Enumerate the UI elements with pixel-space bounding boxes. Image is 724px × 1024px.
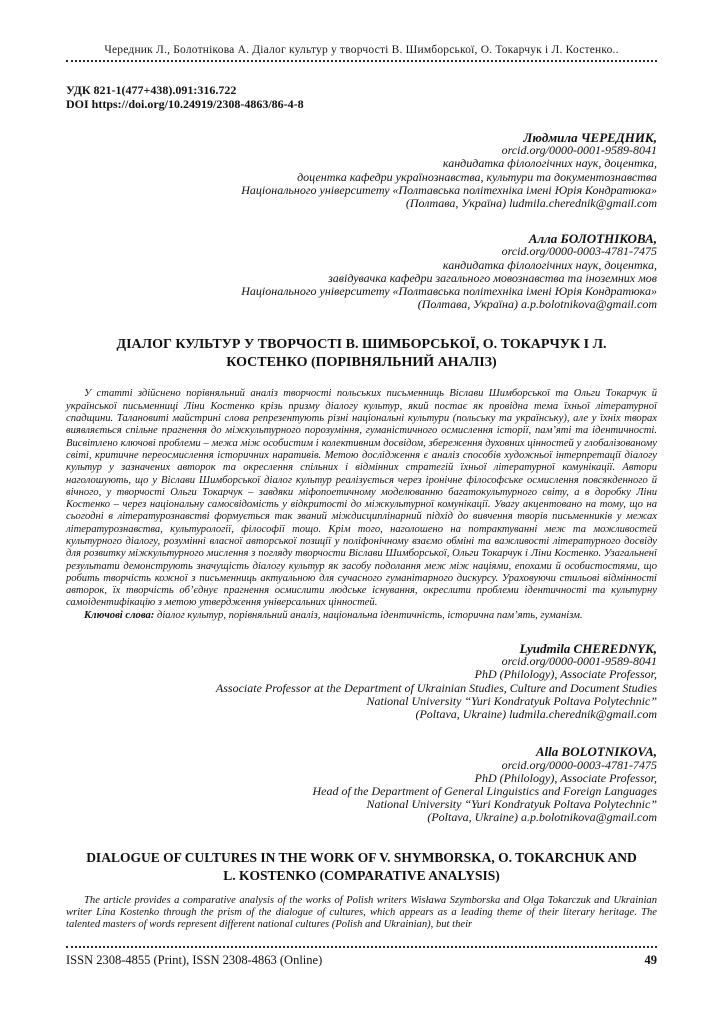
author-university: Національного університету «Полтавська політехніка імені Юрія Кондратюка» — [241, 284, 657, 299]
author-block-uk-2 — [66, 232, 657, 311]
author-block-en-2 — [66, 745, 657, 824]
author-orcid: orcid.org/0000-0001-9589-8041 — [501, 143, 657, 158]
author-location-email: (Poltava, Ukraine) a.p.bolotnikova@gmail.com — [427, 810, 657, 825]
page-number: 49 — [644, 953, 657, 967]
keywords-label: Ключові слова: — [84, 609, 155, 621]
author-degree: PhD (Philology), Associate Professor, — [474, 770, 657, 785]
author-position: завідувачка кафедри загального мовознавства та іноземних мов — [328, 270, 657, 285]
footer-divider — [66, 944, 657, 948]
author-university: National University “Yuri Kondratyuk Poltava Polytechnic” — [366, 693, 657, 708]
author-degree: PhD (Philology), Associate Professor, — [474, 667, 657, 682]
abstract-uk: У статті здійснено порівняльний аналіз творчості польських письменниць Віслави Шимборської та Ольги Токарчук й української письменниці Ліни Костенко крізь призму діалогу культур, який постає як провідна тема їхньої літературної спадщини. Талановиті майстрині слова репрезентують різні національні культури (польську та українську), але у їхніх творах виявляється спільне прагнення до міжкультурного порозуміння, гуманістичного осмислення історії, пам’яті та ідентичності. Висвітлено ключові проблеми – межа між особистим і колективним досвідом, збереження духовних цінностей у глобалізованому світі, критичне переосмислення історичних наративів. Метою дослідження є аналіз способів художньої інтерпретації діалогу культур у зазначених авторок та окреслення спільних і відмінних стратегій їхньої літературної комунікації. Автори наголошують, що у Віслави Шимборської діалог культур реалізується через іронічне філософське осмислення повсякденного й вічного, у творчості Ольги Токарчук – завдяки міфопоетичному моделюванню багатокультурного світу, а в доробку Ліни Костенко – через національну самосвідомість у відкритості до міжкультурної комунікації. Увагу акцентовано на тому, що на сьогодні в літературознавстві формується так званий міждисциплінарний підхід до вивчення творів письменників у межах літературознавства, культурології, філософії тощо. Крім того, наголошено на потрактуванні меж та можливостей культурного діалогу, розумінні власної авторської позиції у поліфонічному взаємо обміні та важливості літературного досвіду для розвитку міжкультурного мислення з погляду творчости Віслави Шимборської, Ольги Токарчук і Ліни Костенко. Узагальнені результати демонструють значущість діалогу культур як засобу подолання меж між націями, епохами й особистостями, що робить творчість кожної з письменниць актуальною для сучасного гуманітарного дискурсу. Ураховуючи стильові відмінності авторок, їх творчість об’єднує прагнення осмислити людське існування, окреслити проблеми ідентичності та культурну самоідентифікацію з метою утвердження універсальних цінностей. — [66, 388, 657, 609]
doi-line: DOI https://doi.org/10.24919/2308-4863/86-4-8 — [66, 96, 304, 111]
article-title-uk: ДІАЛОГ КУЛЬТУР У ТВОРЧОСТІ В. ШИМБОРСЬКОЇ, О. ТОКАРЧУК І Л. КОСТЕНКО (ПОРІВНЯЛЬНИЙ АНАЛІЗ) — [116, 337, 607, 371]
header-divider — [66, 58, 657, 62]
footer-row — [66, 953, 657, 968]
running-head: Чередник Л., Болотнікова А. Діалог культур у творчості В. Шимборської, О. Токарчук і Л. Костенко.. — [104, 44, 619, 56]
author-name: Lyudmila CHEREDNYK, — [519, 641, 657, 657]
author-block-en-1 — [66, 642, 657, 721]
author-position: Associate Professor at the Department of Ukrainian Studies, Culture and Document Studies — [215, 680, 657, 695]
article-title-en: DIALOGUE OF CULTURES IN THE WORK OF V. SHYMBORSKA, O. TOKARCHUK AND L. KOSTENKO (COMPARATIVE ANALYSIS) — [86, 849, 637, 883]
keywords-text: діалог культур, порівняльний аналіз, національна ідентичність, історична пам’ять, гуманізм. — [156, 609, 583, 621]
author-orcid: orcid.org/0000-0001-9589-8041 — [501, 654, 657, 669]
author-orcid: orcid.org/0000-0003-4781-7475 — [501, 757, 657, 772]
author-block-uk-1 — [66, 131, 657, 210]
author-degree: кандидатка філологічних наук, доцентка, — [442, 257, 657, 272]
abstract-en: The article provides a comparative analysis of the works of Polish writers Wisława Szymborska and Olga Tokarczuk and Ukrainian writer Lina Kostenko through the prism of the dialogue of cultures, which appears as a leading theme of their literary heritage. The talented masters of words represent different national cultures (Polish and Ukrainian), but their — [66, 894, 657, 931]
author-position: Head of the Department of General Linguistics and Foreign Languages — [312, 783, 657, 798]
author-name: Алла БОЛОТНІКОВА, — [528, 231, 657, 247]
author-location-email: (Полтава, Україна) ludmila.cherednik@gmail.com — [405, 196, 657, 211]
author-location-email: (Полтава, Україна) a.p.bolotnikova@gmail.com — [417, 297, 657, 312]
author-name: Людмила ЧЕРЕДНИК, — [523, 130, 657, 145]
page-footer — [66, 944, 657, 968]
footer-issn: ISSN 2308-4855 (Print), ISSN 2308-4863 (Online) — [66, 953, 323, 967]
author-university: Національного університету «Полтавська політехніка імені Юрія Кондратюка» — [241, 182, 657, 197]
author-degree: кандидатка філологічних наук, доцентка, — [442, 156, 657, 171]
author-name: Alla BOLOTNIKOVA, — [535, 744, 657, 760]
author-orcid: orcid.org/0000-0003-4781-7475 — [501, 244, 657, 259]
udc-doi-block — [66, 84, 657, 111]
author-university: National University “Yuri Kondratyuk Poltava Polytechnic” — [366, 797, 657, 812]
author-position: доцентка кафедри українознавства, культури та документознавства — [297, 169, 657, 184]
author-location-email: (Poltava, Ukraine) ludmila.cherednik@gmail.com — [415, 707, 657, 722]
udc-code: УДК 821-1(477+438).091:316.722 — [66, 83, 237, 97]
keywords-uk — [66, 610, 657, 622]
